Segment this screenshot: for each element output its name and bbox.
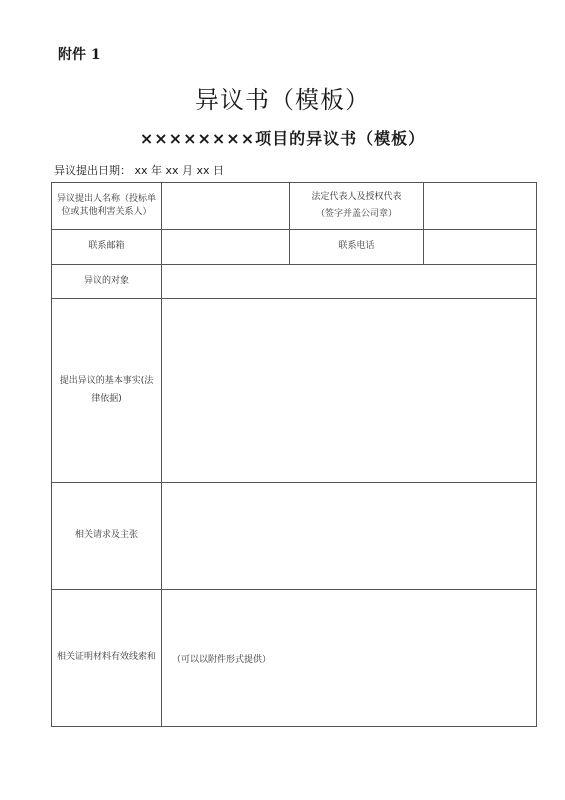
objection-date-value: xx 年 xx 月 xx 日 — [134, 164, 225, 177]
phone-label: 联系电话 — [290, 230, 424, 265]
phone-field[interactable] — [424, 230, 537, 265]
claims-label: 相关请求及主张 — [52, 483, 162, 590]
table-row — [52, 299, 537, 483]
objection-form-table — [51, 182, 537, 727]
attachment-label: 附件 1 — [58, 47, 101, 63]
evidence-hint: （可以以附件形式提供） — [172, 654, 272, 665]
objection-date-line — [54, 162, 224, 178]
table-row — [52, 230, 537, 265]
objection-date-label: 异议提出日期： — [54, 164, 131, 177]
evidence-label: 相关证明材料有效线索和 — [52, 590, 162, 727]
objection-target-field[interactable] — [162, 265, 537, 299]
objector-name-field[interactable] — [162, 183, 290, 230]
document-title: 异议书（模板） — [195, 86, 370, 114]
legal-rep-sublabel: （签字并盖公司章） — [315, 209, 397, 219]
document-subtitle: ××××××××项目的异议书（模板） — [139, 129, 426, 148]
objection-target-label: 异议的对象 — [52, 265, 162, 299]
table-row — [52, 590, 537, 727]
table-row — [52, 183, 537, 230]
email-field[interactable] — [162, 230, 290, 265]
objector-name-label: 异议提出人名称（投标单位或其他利害关系人） — [52, 183, 162, 230]
basic-facts-label: 提出异议的基本事实(法律依据) — [52, 299, 162, 483]
basic-facts-field[interactable] — [162, 299, 537, 483]
legal-rep-label-cell — [290, 183, 424, 230]
email-label: 联系邮箱 — [52, 230, 162, 265]
legal-rep-field[interactable] — [424, 183, 537, 230]
legal-rep-label: 法定代表人及授权代表 — [311, 191, 402, 202]
table-row — [52, 483, 537, 590]
claims-field[interactable] — [162, 483, 537, 590]
table-row — [52, 265, 537, 299]
evidence-field[interactable] — [162, 590, 537, 727]
